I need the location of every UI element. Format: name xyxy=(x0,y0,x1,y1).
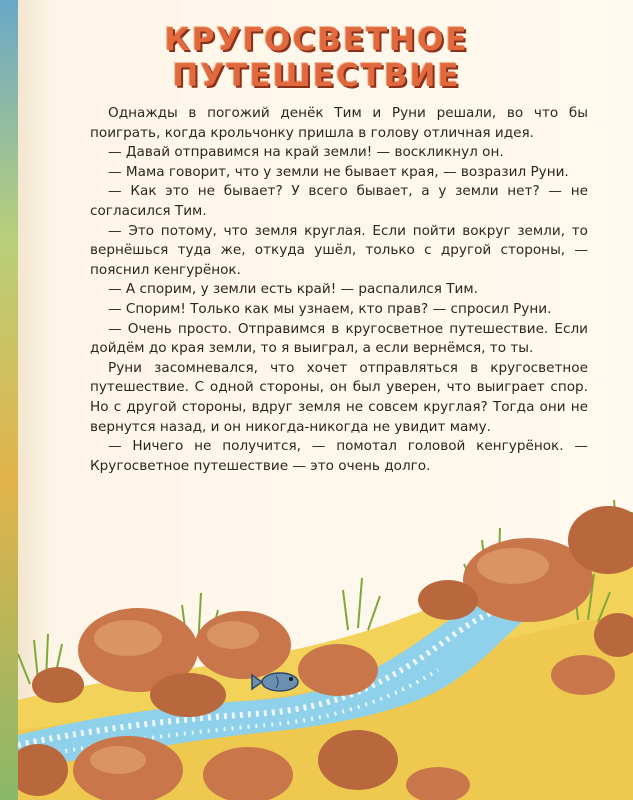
book-spine-edge xyxy=(0,0,19,800)
paragraph: — Это потому, что земля круглая. Если пойти вокруг земли, то вернёшься туда же, откуда ушёл, только с другой стороны, — пояснил кенгурёнок. xyxy=(90,222,588,278)
rock xyxy=(318,730,398,790)
paragraph: — А спорим, у земли есть край! — распалился Тим. xyxy=(108,281,478,298)
rock xyxy=(298,644,378,696)
story-title-line-2: ПУТЕШЕСТВИЕ xyxy=(172,58,461,94)
rock xyxy=(150,673,226,717)
story-title-line-1: КРУГОСВЕТНОЕ xyxy=(164,22,469,58)
paragraph: Руни засомневался, что хочет отправляться в кругосветное путешествие. С одной стороны, он был уверен, что выиграет спор. Но с другой стороны, вдруг земля не совсем круглая? Тогда они не вернутся назад, и он никогда-никогда не увидит маму. xyxy=(90,359,588,435)
paragraph: — Как это не бывает? У всего бывает, а у земли нет? — не согласился Тим. xyxy=(90,183,588,219)
paragraph: — Мама говорит, что у земли не бывает края, — возразил Руни. xyxy=(108,163,569,180)
paragraph: — Давай отправимся на край земли! — воскликнул он. xyxy=(108,144,504,161)
rock xyxy=(418,580,478,620)
paragraph: Однажды в погожий денёк Тим и Руни решали, во что бы поиграть, когда крольчонку пришла в голову отличная идея. xyxy=(90,105,588,141)
rock xyxy=(551,655,615,695)
rocks-stream-illustration xyxy=(18,470,633,800)
paragraph: — Ничего не получится, — помотал головой кенгурёнок. — Кругосветное путешествие — это очень долго. xyxy=(90,438,588,474)
paragraph: — Очень просто. Отправимся в кругосветное путешествие. Если дойдём до края земли, то я выиграл, а если вернёмся, то ты. xyxy=(90,320,588,357)
paragraph: — Спорим! Только как мы узнаем, кто прав? — спросил Руни. xyxy=(108,300,552,317)
rock xyxy=(32,667,84,703)
story-text xyxy=(90,104,588,476)
